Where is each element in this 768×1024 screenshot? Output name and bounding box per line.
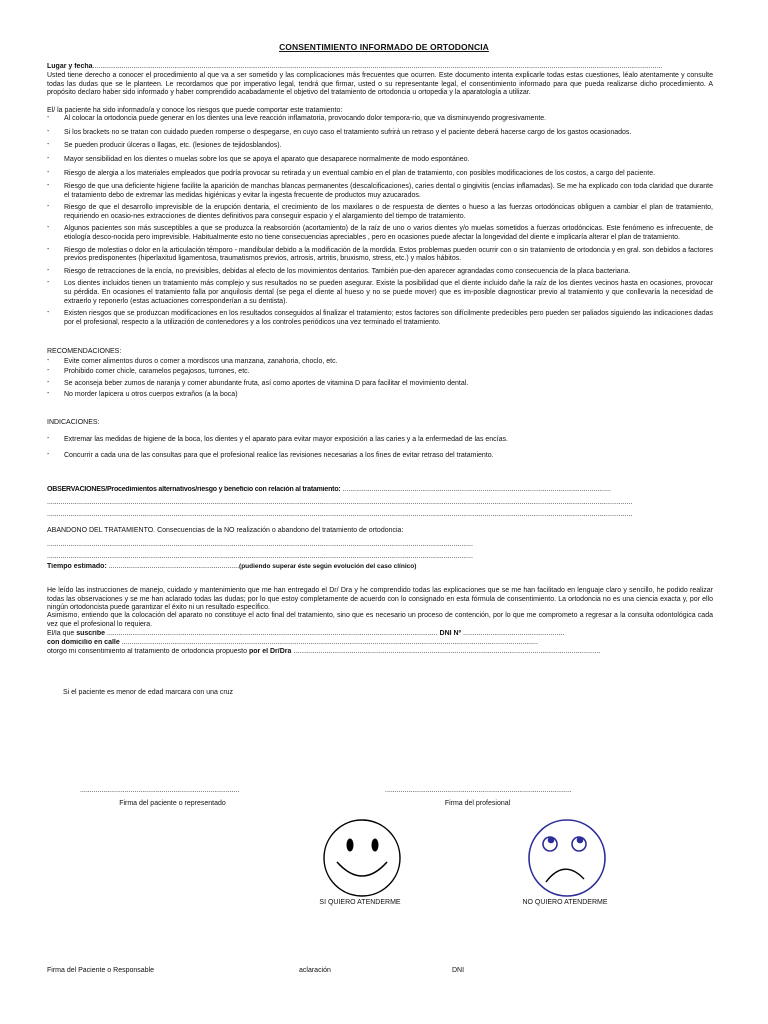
footer-firma-responsable: Firma del Paciente o Responsable: [47, 967, 155, 974]
risk-item: - Se pueden producir úlceras o llagas, etc. (lesiones de tejidosblandos).: [47, 142, 713, 151]
intro-paragraph: Usted tiene derecho a conocer el procedimiento al que va a ser sometido y las complicaciones más frecuentes que ocurren. Este documento intenta explicarle todas estas cuestiones, léalo atentamente y consulte todas las dudas que se le planteen. Le recordamos que por imperativo legal, tendrá que firmar, usted o su representante legal, el consentimiento informado para que pueda realizarse dicho procedimiento. A propósito declaro haber sido informado y haber comprendido acabadamente el objetivo del tratamiento de ortodoncia u ortopedia y la aparatología a utilizar.: [47, 72, 713, 97]
tiempo-label: Tiempo estimado:: [47, 562, 107, 570]
suscribe-block: El/la que suscribe .......................................................................................................................................................................... DNI Nº .................................................... con domicilio en calle ...................................................................................................................................................................................................................... otorgo mi consentimiento al tratamiento de ortodoncia propuesto por el Dr/Dra ..............................................................................................................................................................: [47, 630, 601, 656]
observaciones-label: OBSERVACIONES/Procedimientos alternativos/riesgo y beneficio con relación al tratamiento:: [47, 486, 341, 493]
document-title: CONSENTIMIENTO INFORMADO DE ORTODONCIA: [279, 42, 489, 52]
tiempo-note: (pudiendo superar éste según evolución del caso clínico): [239, 562, 417, 570]
recomendaciones-list: [47, 358, 713, 403]
professional-signature-line[interactable]: ................................................................................................: [385, 787, 572, 794]
no-quiero-caption: NO QUIERO ATENDERME: [522, 899, 608, 906]
suscribe-label: suscribe: [76, 630, 105, 637]
abandono-block: ABANDONO DEL TRATAMIENTO. Consecuencias de la NO realización o abandono del tratamiento de ortodoncia: ........................................................................................................................................................................................................................... ........................................................................................................................................................................................................................... Tiempo estimado: ...................................................................(pudiendo superar éste según evolución del caso clínico): [47, 527, 713, 571]
abandono-label: ABANDONO DEL TRATAMIENTO. Consecuencias de la NO realización o abandono del tratamiento de ortodoncia:: [47, 527, 404, 534]
dni-label: DNI Nº: [439, 630, 462, 637]
risks-list: [47, 115, 713, 331]
el-la-que-label: El/la que: [47, 630, 75, 637]
recomendacion-item: - Evite comer alimentos duros o comer a mordiscos una manzana, zanahoria, choclo, etc.: [47, 358, 713, 367]
indicacion-item: - Concurrir a cada una de las consultas para que el profesional realice las revisiones necesarias a los fines de evitar retraso del tratamiento.: [47, 452, 713, 461]
indicaciones-list: [47, 436, 713, 464]
risk-item: - Al colocar la ortodoncia puede generar en los dientes una leve reacción inflamatoria, provocando dolor tempora-rio, que va disminuyendo progresivamente.: [47, 115, 713, 124]
risk-item: - Riesgo de que el desarrollo imprevisible de la erupción dentaria, el crecimiento de los maxilares o de respuesta de dientes o hueso a las fuerzas ortodóncicas obliguen a cambiar el plan de tratamiento, requiriendo en ocasio-nes extracciones de dientes definitivos para conseguir espacio y el alargamiento del tiempo de tratamiento.: [47, 204, 713, 221]
domicilio-label: con domicilio en calle: [47, 638, 120, 646]
lugar-fecha-line: Lugar y fecha.....................................................................................................................................................................................................................................................................................................: [47, 63, 663, 70]
declaracion-paragraph: He leído las instrucciones de manejo, cuidado y mantenimiento que me han entregado el Dr/ Dra y he comprendido todas las explicaciones que se me han facilitado en lenguaje claro y sencillo, he podido realizar todas las observaciones y se me han aclarado todas las dudas; por lo que estoy completamente de acuerdo con lo consignado en esta fórmula de consentimiento. La ortodoncia no es una ciencia exacta y, por ello ningún ortodoncista puede garantizar el éxito ni un resultado específico.: [47, 587, 713, 612]
menor-note: Si el paciente es menor de edad marcara con una cruz: [63, 689, 234, 696]
recomendaciones-label: RECOMENDACIONES:: [47, 348, 122, 355]
risk-item: - Existen riesgos que se produzcan modificaciones en los resultados conseguidos al finalizar el tratamiento; estos factores son difícilmente predecibles pero pueden ser paliados siguiendo las indicaciones dadas por el profesional, respecto a la utilización de contenedores y a los controles periódicos una vez terminado el tratamiento.: [47, 310, 713, 327]
recomendacion-item: - Se aconseja beber zumos de naranja y comer abundante fruta, así como aportes de vitamina D para facilitar el movimiento dental.: [47, 380, 713, 389]
risk-item: - Los dientes incluidos tienen un tratamiento más complejo y sus resultados no se pueden asegurar. Existe la posibilidad que el diente incluido dañe la raíz de los dientes vecinos hasta en ocasiones, provocar su pérdida. En ocasiones el tratamiento falla por anquilosis dental (se pega el diente al hueso y no se puede mover) que es im-posible diagnosticar previo al tratamiento y que conllevaría la necesidad de extraerlo y reponerlo (estas actuaciones corresponderían a su dentista).: [47, 280, 713, 306]
recomendacion-item: - Prohibido comer chicle, caramelos pegajosos, turrones, etc.: [47, 368, 713, 377]
sad-face-icon[interactable]: [524, 818, 610, 898]
risk-item: - Riesgo de alergia a los materiales empleados que podría provocar su retirada y un eventual cambio en el plan de tratamiento, con posibles modificaciones de los costos, a cargo del paciente.: [47, 170, 713, 179]
risk-intro: El/ la paciente ha sido informado/a y conoce los riesgos que puede comportar este tratamiento:: [47, 107, 343, 114]
otorgo-text: otorgo mi consentimiento al tratamiento de ortodoncia propuesto: [47, 648, 248, 656]
asimismo-paragraph: Asimismo, entiendo que la colocación del aparato no constituye el acto final del tratamiento, sino que es necesario un proceso de contención, por lo que me comprometo a regresar a la consulta odontológica cada vez que el profesional lo requiera.: [47, 612, 713, 628]
risk-item: - Riesgo de que una deficiente higiene facilite la aparición de manchas blancas permanentes (descalcificaciones), caries dental o gingivitis (encías inflamadas). Se me ha explicado con toda claridad que durante el tratamiento debo de extremar las medidas higiénicas y evitar la ingesta frecuente de productos muy azucarados.: [47, 183, 713, 200]
lugar-fecha-label: Lugar y fecha: [47, 63, 93, 70]
patient-signature-line[interactable]: ..................................................................................: [80, 787, 240, 794]
indicaciones-label: INDICACIONES:: [47, 419, 100, 426]
risk-item: - Riesgo de molestias o dolor en la articulación témporo - mandibular debido a la modificación de la mordida. Estos problemas pueden ocurrir con o sin tratamiento de ortodoncia y en gral. son debidos a factores previos predisponentes (hiperlaxitud ligamentosa, traumatismos previos, artrosis, artritis, bruxismo, stress, etc.) y malos hábitos.: [47, 247, 713, 264]
risk-item: - Riesgo de retracciones de la encía, no previsibles, debidas al efecto de los movimientos dentarios. También pue-den aparecer agrandadas como consecuencia de la placa bacteriana.: [47, 268, 713, 277]
footer-aclaracion: aclaración: [299, 967, 331, 974]
risk-item: - Algunos pacientes son más susceptibles a que se produzca la reabsorción (acortamiento) de la raíz de uno o varios dientes y/o muelas sometidos a fuerzas ortodóncicas. Este fenómeno es infrecuente, de etiología desco-nocida pero imprevisible. Habitualmente esto no tiene consecuencias apreciables , pero en ocasiones puede afectar la longevidad del diente e implicaría alterar el plan de tratamiento.: [47, 225, 713, 242]
observaciones-block: OBSERVACIONES/Procedimientos alternativos/riesgo y beneficio con relación al tratamiento: .......................................................................................................................................... ............................................................................................................................................................................................................................................................................................................. .............................................................................................................................................................................................................................................................................................................: [47, 486, 633, 519]
firma-paciente-caption: Firma del paciente o representado: [119, 800, 226, 807]
indicacion-item: - Extremar las medidas de higiene de la boca, los dientes y el aparato para evitar mayor exposición a las caries y a la enfermedad de las encías.: [47, 436, 713, 445]
por-el-label: por el Dr/Dra: [248, 648, 292, 656]
happy-face-icon[interactable]: [322, 818, 402, 898]
footer-dni: DNI: [452, 967, 465, 974]
recomendacion-item: - No morder lapicera u otros cuerpos extraños (a la boca): [47, 391, 713, 400]
risk-item: - Mayor sensibilidad en los dientes o muelas sobre los que se apoya el aparato que desaparece normalmente de modo espontáneo.: [47, 156, 713, 165]
firma-profesional-caption: Firma del profesional: [444, 800, 511, 807]
risk-item: - Si los brackets no se tratan con cuidado pueden romperse o despegarse, en cuyo caso el tratamiento sufrirá un retraso y el paciente deberá hacerse cargo de los gastos ocasionados.: [47, 129, 713, 138]
si-quiero-caption: SI QUIERO ATENDERME: [319, 899, 401, 906]
